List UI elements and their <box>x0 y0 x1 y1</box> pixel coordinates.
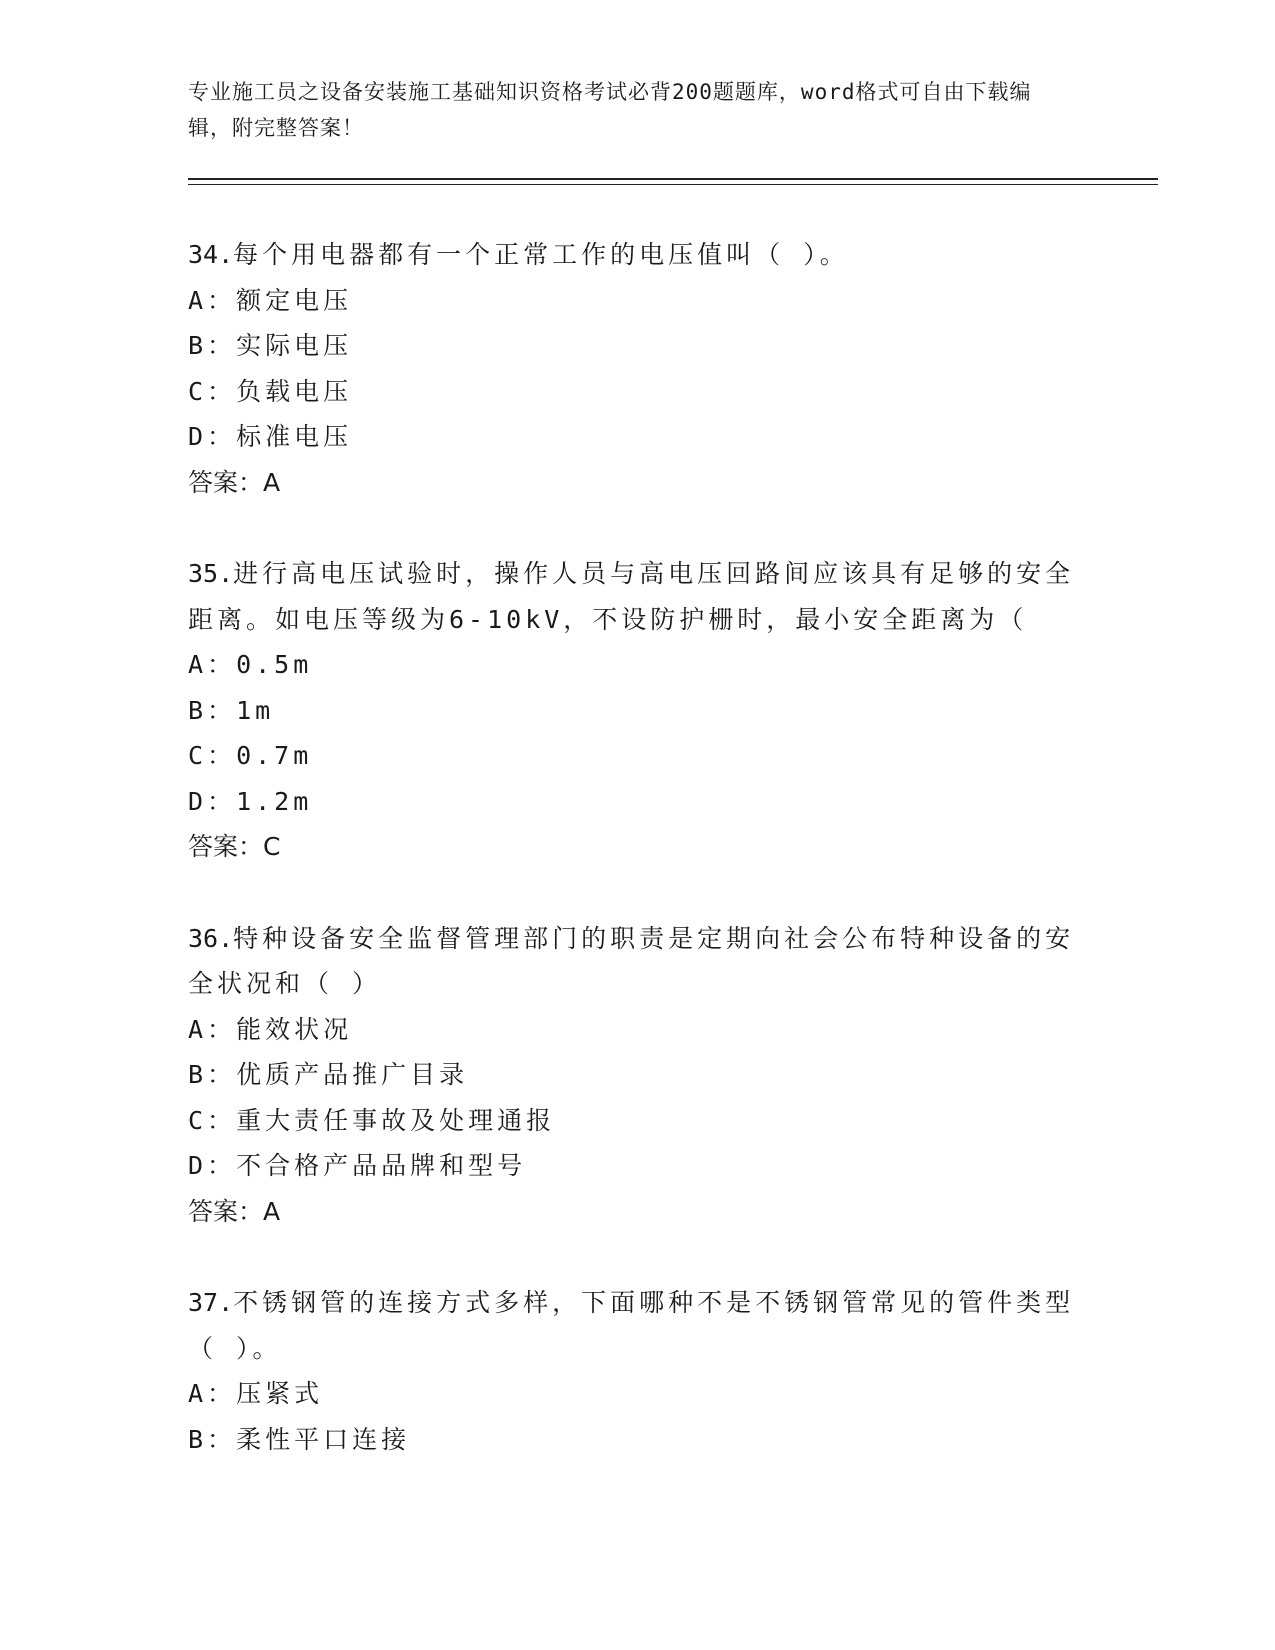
question-text: 特种设备安全监督管理部门的职责是定期向社会公布特种设备的安全状况和（ ） <box>188 923 1075 998</box>
option-c: C：0.7m <box>188 741 313 770</box>
answer-line <box>188 824 1088 870</box>
question-number: 36. <box>188 923 234 953</box>
option-a: A：压紧式 <box>188 1379 324 1408</box>
option-a: A：0.5m <box>188 650 313 679</box>
question-list <box>188 232 1088 1508</box>
question-text: 进行高电压试验时，操作人员与高电压回路间应该具有足够的安全距离。如电压等级为6-10kV，不设防护栅时，最小安全距离为（ <box>188 559 1075 634</box>
option-c: C：重大责任事故及处理通报 <box>188 1105 556 1135</box>
question-stem <box>188 1280 1088 1371</box>
option-a: A：额定电压 <box>188 285 353 315</box>
answer-value: A <box>263 467 281 497</box>
question-number: 35. <box>188 559 234 588</box>
option-a: A：能效状况 <box>188 1014 353 1044</box>
answer-line <box>188 1189 1088 1235</box>
question-stem <box>188 232 1088 278</box>
header-divider <box>188 178 1158 185</box>
question-stem <box>188 916 1088 1007</box>
question-36 <box>188 916 1088 1235</box>
question-37 <box>188 1280 1088 1462</box>
question-number: 37. <box>188 1288 234 1317</box>
answer-label: 答案： <box>188 832 264 861</box>
answer-value: A <box>263 1196 281 1226</box>
option-c: C：负载电压 <box>188 376 353 406</box>
answer-line <box>188 460 1088 506</box>
question-number: 34. <box>188 240 234 269</box>
question-35 <box>188 551 1088 870</box>
document-header: 专业施工员之设备安装施工基础知识资格考试必背200题题库，word格式可自由下载编辑，附完整答案！ <box>188 80 1032 140</box>
question-text: 不锈钢管的连接方式多样，下面哪种不是不锈钢管常见的管件类型（ ）。 <box>188 1288 1075 1363</box>
option-b: B：柔性平口连接 <box>188 1424 411 1454</box>
option-d: D：1.2m <box>188 786 313 816</box>
question-text: 每个用电器都有一个正常工作的电压值叫（ ）。 <box>233 240 849 269</box>
option-d: D：标准电压 <box>188 422 353 451</box>
option-d: D：不合格产品品牌和型号 <box>188 1151 527 1180</box>
option-b: B：1m <box>188 695 275 725</box>
option-b: B：实际电压 <box>188 331 353 360</box>
answer-value: C <box>263 832 281 861</box>
question-stem <box>188 551 1088 642</box>
question-34 <box>188 232 1088 505</box>
option-b: B：优质产品推广目录 <box>188 1060 469 1089</box>
answer-label: 答案： <box>188 1196 264 1226</box>
answer-label: 答案： <box>188 467 264 497</box>
